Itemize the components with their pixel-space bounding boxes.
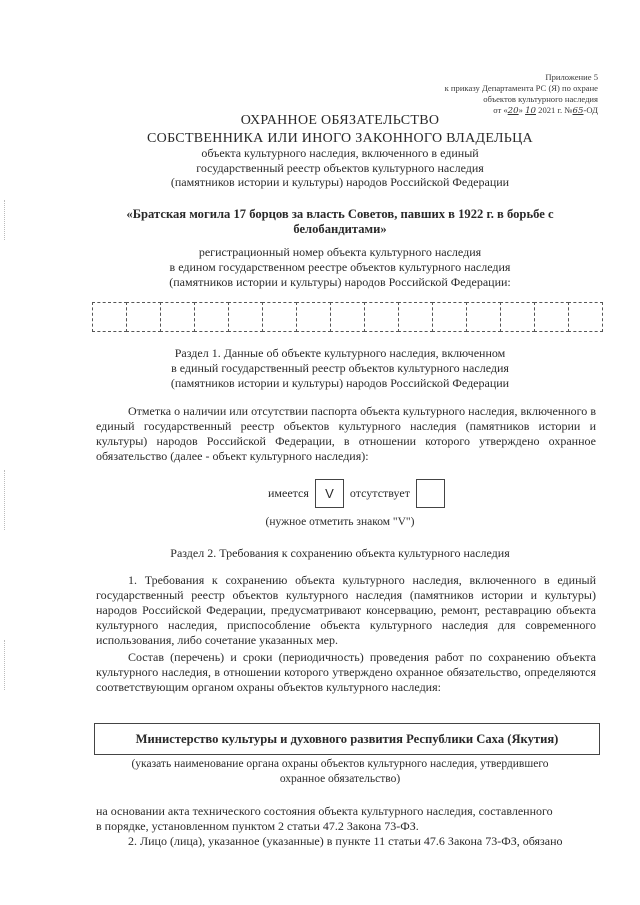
- no-passport-checkbox[interactable]: [416, 479, 445, 508]
- section1-heading-line: (памятников истории и культуры) народов Российской Федерации: [170, 376, 510, 390]
- ministry-note: [80, 757, 600, 787]
- registration-digit-cell[interactable]: [126, 302, 161, 332]
- mark-note: (нужное отметить знаком "V"): [265, 516, 415, 528]
- no-passport-label: отсутствует: [349, 486, 410, 500]
- ministry-box: [94, 723, 600, 755]
- document-title-line2: СОБСТВЕННИКА ИЛИ ИНОГО ЗАКОННОГО ВЛАДЕЛЬЦА: [147, 131, 533, 146]
- margin-mark: [4, 640, 7, 690]
- basis-line: на основании акта технического состояния объекта культурного наследия, составленного: [96, 804, 553, 818]
- object-name-line: «Братская могила 17 борцов за власть Советов, павших в 1922 г. в борьбе с: [126, 207, 554, 221]
- annex-line: Приложение 5: [545, 72, 598, 82]
- registration-digit-cell[interactable]: [92, 302, 127, 332]
- annex-date-mid: »: [518, 105, 526, 115]
- requirements-paragraph-text: 1. Требования к сохранению объекта культурного наследия, включенного в единый государственный реестр объектов культурного наследия (памятников истории и культуры) народов Российской Федерации, предусматривают консервацию, ремонт, реставрацию объекта культурного наследия, приспособление объекта культурного наследия для современного использования, либо сочетание указанных мер.: [96, 573, 596, 647]
- annex-line: к приказу Департамента РС (Я) по охране: [444, 83, 598, 93]
- document-title: ОХРАННОЕ ОБЯЗАТЕЛЬСТВО: [240, 113, 440, 128]
- section1-heading: [80, 346, 600, 391]
- registration-digit-cell[interactable]: [296, 302, 331, 332]
- registration-digit-cell[interactable]: [194, 302, 229, 332]
- requirements-paragraph: [96, 573, 596, 648]
- document-subtitle: [80, 146, 600, 190]
- registration-digit-cell[interactable]: [534, 302, 569, 332]
- ministry-note-line: (указать наименование органа охраны объектов культурного наследия, утвердившего: [131, 758, 549, 770]
- registration-line: в едином государственном реестре объектов культурного наследия: [169, 260, 511, 274]
- registration-digit-cell[interactable]: [160, 302, 195, 332]
- annex-line: объектов культурного наследия: [483, 94, 598, 104]
- ministry-name: Министерство культуры и духовного развития Республики Саха (Якутия): [135, 731, 559, 746]
- basis-line: в порядке, установленном пунктом 2 статьи 47.2 Закона 73-ФЗ.: [96, 819, 419, 833]
- ministry-note-line: охранное обязательство): [279, 773, 401, 785]
- registration-number-grid: [92, 302, 602, 332]
- registration-line: (памятников истории и культуры) народов Российской Федерации:: [169, 275, 511, 289]
- registration-caption: [80, 245, 600, 290]
- has-passport-checkbox[interactable]: V: [315, 479, 344, 508]
- section1-heading-line: Раздел 1. Данные об объекте культурного наследия, включенном: [174, 346, 506, 360]
- annex-date-prefix: от «: [493, 105, 508, 115]
- subtitle-line: государственный реестр объектов культурного наследия: [196, 160, 484, 175]
- registration-digit-cell[interactable]: [568, 302, 603, 332]
- registration-digit-cell[interactable]: [228, 302, 263, 332]
- registration-digit-cell[interactable]: [500, 302, 535, 332]
- annex-month-handwritten: 10: [525, 106, 536, 116]
- works-paragraph: [96, 650, 596, 695]
- passport-mark-row: [268, 479, 451, 508]
- annex-day-handwritten: 20: [507, 106, 519, 116]
- has-passport-label: имеется: [268, 486, 309, 500]
- subtitle-line: (памятников истории и культуры) народов Российской Федерации: [170, 175, 510, 189]
- section2-heading: Раздел 2. Требования к сохранению объекта культурного наследия: [170, 546, 510, 560]
- registration-digit-cell[interactable]: [364, 302, 399, 332]
- registration-digit-cell[interactable]: [330, 302, 365, 332]
- registration-digit-cell[interactable]: [432, 302, 467, 332]
- registration-line: регистрационный номер объекта культурного наследия: [198, 245, 482, 259]
- annex-header: [445, 72, 598, 117]
- margin-mark: [4, 200, 7, 240]
- obligation-line: 2. Лицо (лица), указанное (указанные) в пункте 11 статьи 47.6 Закона 73-ФЗ, обязано: [128, 834, 563, 848]
- annex-number-handwritten: 65: [572, 106, 584, 116]
- basis-paragraph: [96, 804, 596, 849]
- annex-year: 2021 г. №: [536, 105, 573, 115]
- object-name-line: белобандитами»: [293, 222, 387, 236]
- registration-digit-cell[interactable]: [262, 302, 297, 332]
- object-name: [80, 207, 600, 237]
- registration-digit-cell[interactable]: [398, 302, 433, 332]
- subtitle-line: объекта культурного наследия, включенного в единый: [201, 146, 479, 160]
- passport-paragraph-text: Отметка о наличии или отсутствии паспорта объекта культурного наследия, включенного в единый государственный реестр объектов культурного наследия (памятников истории и культуры) народов Российской Федерации, в отношении которого утверждено охранное обязательство (далее - объект культурного наследия):: [96, 404, 596, 463]
- passport-paragraph: [96, 404, 596, 464]
- margin-mark: [4, 470, 7, 530]
- annex-number-suffix: -ОД: [583, 105, 598, 115]
- section1-heading-line: в единый государственный реестр объектов культурного наследия: [171, 361, 509, 375]
- registration-digit-cell[interactable]: [466, 302, 501, 332]
- works-paragraph-text: Состав (перечень) и сроки (периодичность) проведения работ по сохранению объекта культурного наследия, в отношении которого утверждено охранное обязательство, определяются соответствующим органом охраны объектов культурного наследия:: [96, 650, 596, 694]
